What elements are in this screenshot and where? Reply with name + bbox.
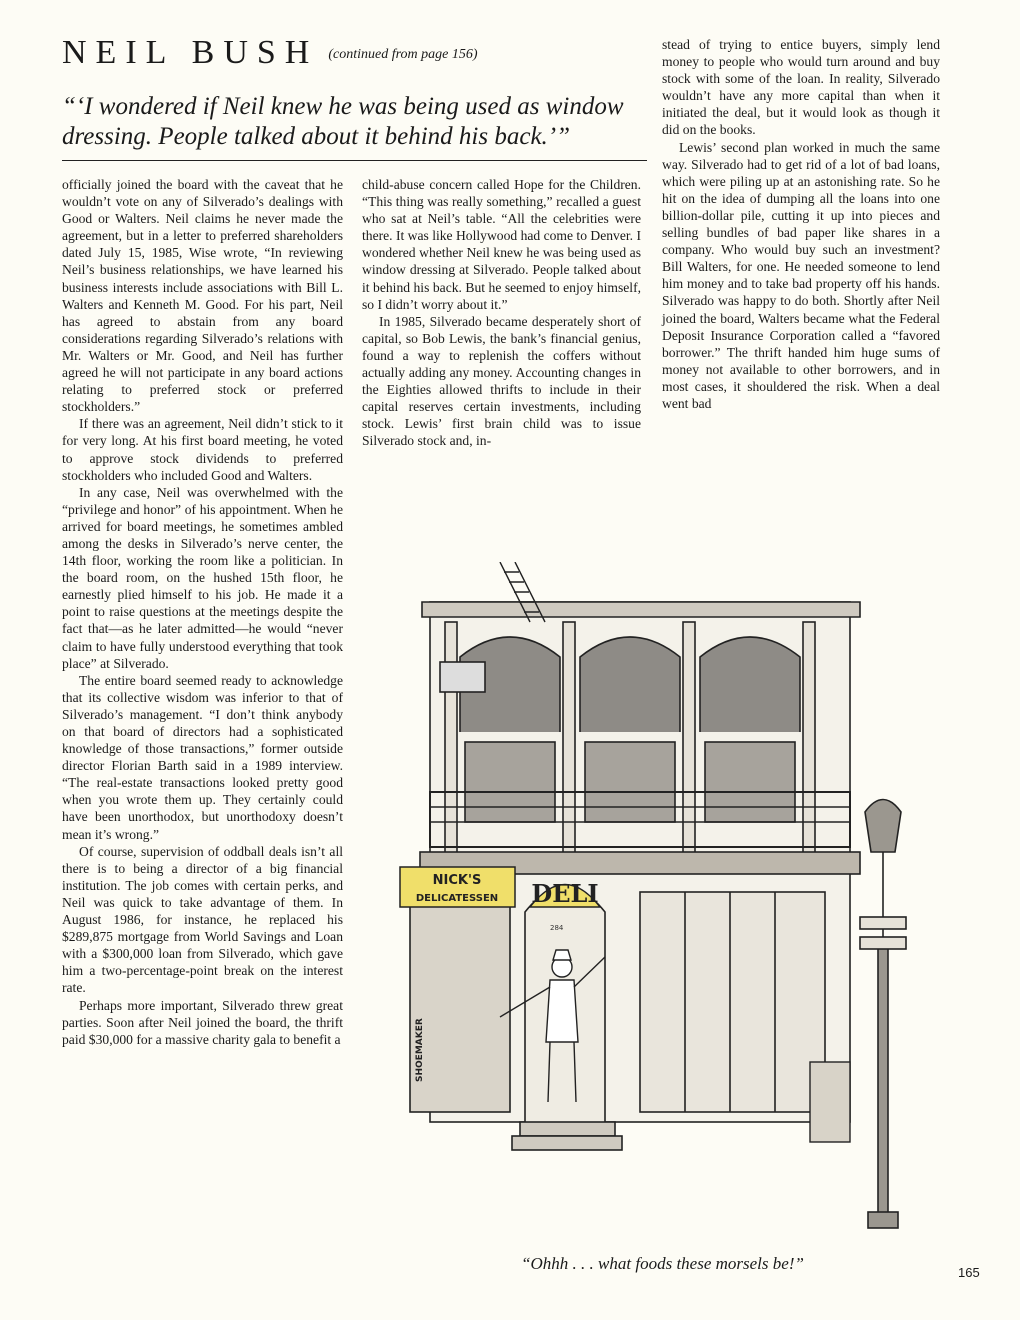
paragraph: In any case, Neil was overwhelmed with the “privilege and honor” of his appointment. When he arrived for board meetings, he sometimes ambled among the desks in Silverado’s nerve center, the 14th floor, working the room like a politician. In the board room, on the hushed 15th floor, he earnestly plied himself to his job. He made it a point to raise questions at the meetings despite the fact that—as he later admitted—he would “never claim to have fully understood everything that took place” at Silverado. [62,484,343,671]
continued-note: (continued from page 156) [328,47,478,63]
text-column-1 [62,176,343,1048]
headline-title: NEIL BUSH [62,34,319,71]
paragraph: child-abuse concern called Hope for the Children. “This thing was really something,” recalled a guest who sat at Neil’s table. “All the celebrities were there. It was like Hollywood had come to Denver. I wondered whether Neil knew he was being used as window dressing at Silverado. People talked about it behind his back. But he seemed to enjoy himself, so I didn’t worry about it.” [362,177,641,312]
door-number: 284 [550,924,564,932]
illustration-caption: “Ohhh . . . what foods these morsels be!” [521,1254,804,1273]
nicks-delicatessen-sign [400,867,515,907]
street-lamp [860,800,906,1229]
paragraph: In 1985, Silverado became desperately short of capital, so Bob Lewis, the bank’s financial genius, found a way to replenish the coffers without actually adding any money. Accounting changes in the Eighties allowed thrifts to include in their capital reserves certain investments, including stock. Lewis’ first brain child was to issue Silverado stock and, in- [362,313,641,449]
mailbox [810,1062,850,1142]
sign-nicks-text: NICK'S [432,873,482,888]
sign-delicatessen-text: DELICATESSEN [415,893,499,904]
paragraph: officially joined the board with the caveat that he wouldn’t vote on any of Silverado’s dealings with Good or Walters. Neil claims he never made the agreement, but in a letter to preferred shareholders dated July 15, 1985, Wise wrote, “In reviewing Neil’s business relationships, we have learned his business interests include associations with Bill L. Walters and Kenneth M. Good. For his part, Neil has agreed to abstain from any board considerations regarding Silverado’s relations with Mr. Walters or Mr. Good, and Neil has further agreed he will not participate in any board actions relating to preferred stock or preferred stockholders.” [62,177,343,415]
page-number: 165 [958,1265,980,1280]
text-column-2 [362,176,641,450]
text-column-3 [662,36,940,412]
paragraph: stead of trying to entice buyers, simply lend money to people who would turn around and buy stock with some of the loan. In reality, Silverado wouldn’t have any more capital than when it initiated the deal, but it would look as though it did on the books. [662,37,940,138]
paragraph: Lewis’ second plan worked in much the same way. Silverado had to get rid of a lot of bad loans, which were piling up at an astonishing rate. So he hit on the idea of dumping all the loans into one billion-dollar pile, cutting it up into pieces and selling bundles of bad paper like shares in a company. Who would buy such an investment? Bill Walters, for one. He needed someone to lend him money and to take bad property off his hands. Silverado was happy to do both. Shortly after Neil joined the board, Walters became what the Federal Deposit Insurance Corporation called a “favored borrower.” The thrift handed him huge sums of money not available to other borrowers, and in most cases, it shouldered the risk. When a deal went bad [662,139,940,411]
deli-storefront-illustration [390,562,965,1238]
paragraph: Perhaps more important, Silverado threw great parties. Soon after Neil joined the board, the thrift paid $30,000 for a massive charity gala to benefit a [62,997,343,1047]
paragraph: The entire board seemed ready to acknowledge that its collective wisdom was inferior to that of Silverado’s management. “I don’t think anybody on that board of directors had a sophisticated knowledge of those transactions,” former outside director Florian Barth said in a 1989 interview. “The real-estate transactions looked pretty good when you wrote them up. They certainly could have been unorthodox, but unorthodoxy doesn’t mean it’s wrong.” [62,672,343,842]
artist-signature: SHOEMAKER [415,1018,425,1082]
pull-quote: “‘I wondered if Neil knew he was being used as window dressing. People talked about it behind his back.’” [62,92,647,161]
paragraph: If there was an agreement, Neil didn’t stick to it for very long. At his first board meeting, he voted to approve stock dividends to preferred stockholders who included Good and Walters. [62,416,343,483]
sign-deli-text: DELI [531,879,599,908]
paragraph: Of course, supervision of oddball deals isn’t all there is to being a director of a big financial institution. The job comes with certain perks, and Neil was quick to take advantage of them. In August 1986, for instance, he replaced his $289,875 mortgage from World Savings and Loan with a $300,000 loan from Silverado, which gave him a two-percentage-point break on the interest rate. [62,843,343,996]
article-headline [62,34,478,72]
